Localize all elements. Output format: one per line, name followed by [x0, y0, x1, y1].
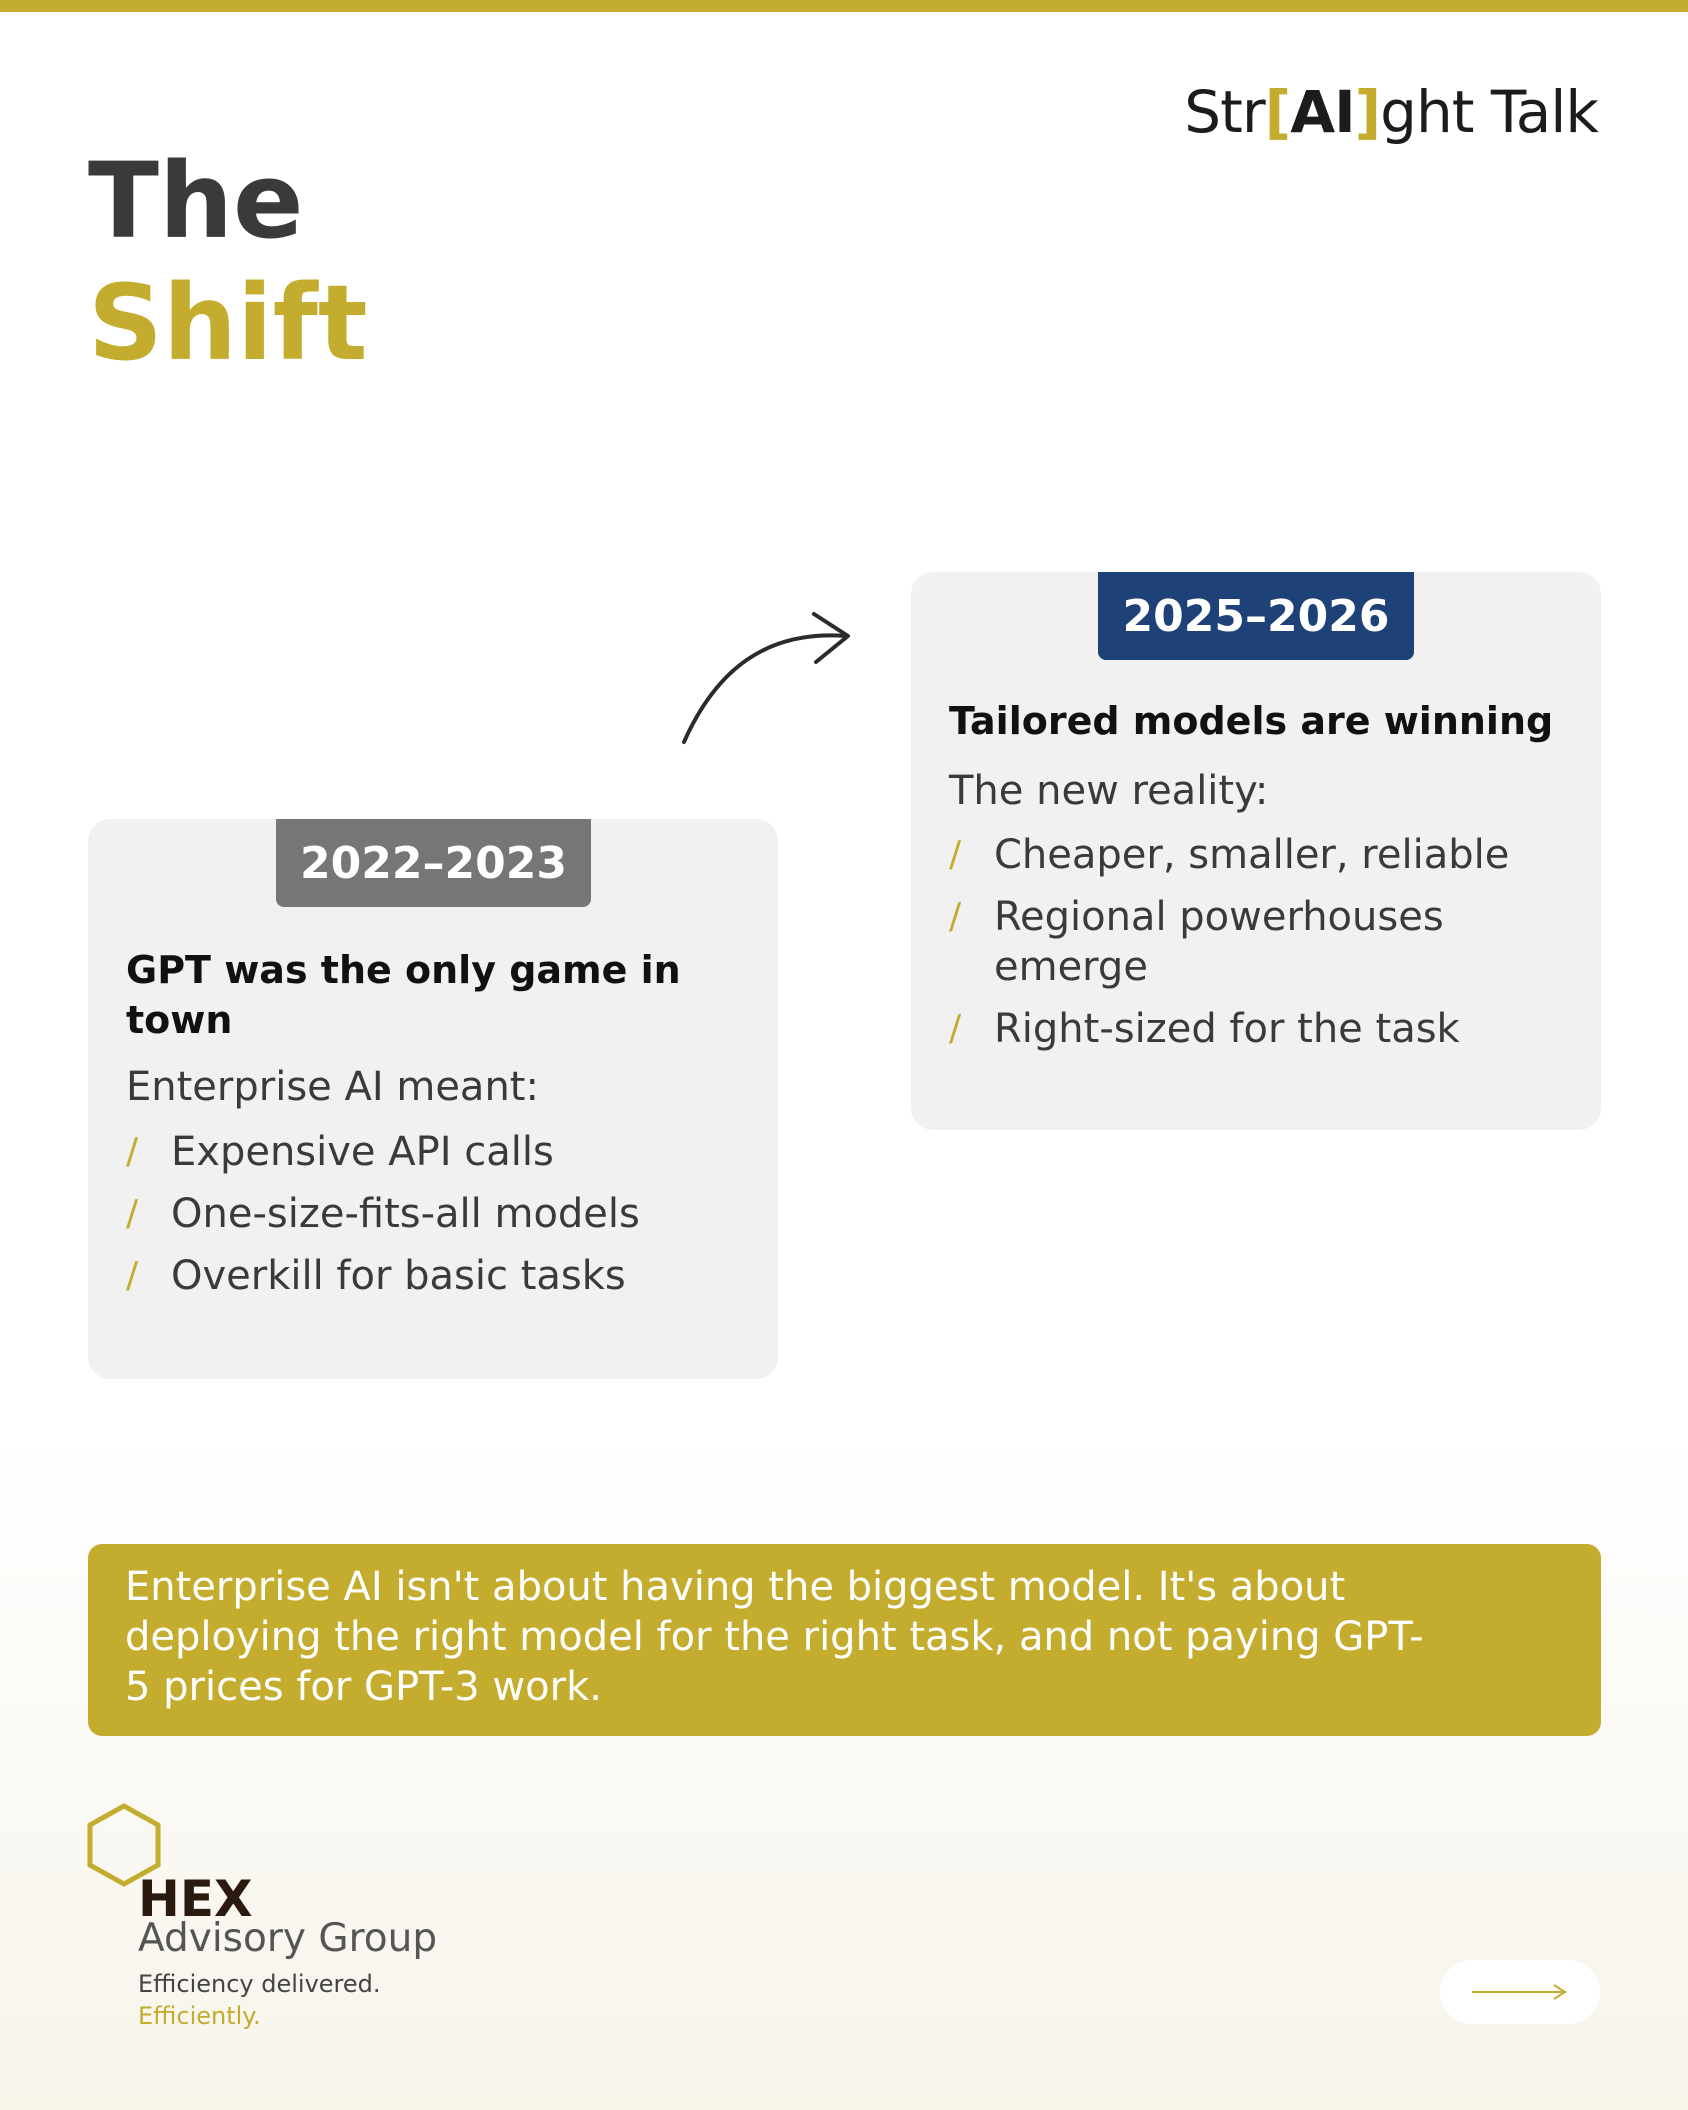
- arrow-right-icon: [1470, 1982, 1570, 2002]
- period-badge-new: 2025–2026: [1098, 572, 1414, 660]
- card-new-intro: The new reality:: [949, 768, 1269, 814]
- tagline-line-1: Efficiency delivered.: [138, 1970, 381, 1998]
- card-new-heading: Tailored models are winning: [949, 699, 1554, 743]
- slash-bullet-icon: /: [949, 834, 962, 875]
- key-takeaway-banner: [88, 1544, 1601, 1736]
- logo-subtitle: Advisory Group: [138, 1916, 438, 1961]
- slash-bullet-icon: /: [126, 1193, 139, 1234]
- card-2022-2023: [88, 819, 778, 1379]
- slash-bullet-icon: /: [126, 1131, 139, 1172]
- card-old-list: [126, 1127, 746, 1313]
- list-item: / Right-sized for the task: [949, 1006, 1460, 1052]
- logo-name: HEX: [138, 1870, 253, 1928]
- slash-bullet-icon: /: [126, 1255, 139, 1296]
- list-item: / One-size-fits-all models: [126, 1191, 640, 1237]
- page-title: [88, 140, 368, 384]
- top-accent-bar: [0, 0, 1688, 12]
- banner-text: Enterprise AI isn't about having the biggest model. It's about deploying the right model for the right task, and not paying GPT-5 prices for GPT-3 work.: [125, 1564, 1424, 1710]
- title-line-2: Shift: [88, 262, 368, 384]
- list-item: / Expensive API calls: [126, 1129, 554, 1175]
- period-badge-old: 2022–2023: [276, 819, 591, 907]
- brand-wordmark: Str[AI]ght Talk: [1184, 78, 1598, 146]
- card-new-list: [949, 830, 1569, 1066]
- card-2025-2026: [911, 572, 1601, 1130]
- slash-bullet-icon: /: [949, 896, 962, 937]
- list-item: / Overkill for basic tasks: [126, 1253, 626, 1299]
- slash-bullet-icon: /: [949, 1008, 962, 1049]
- list-item: / Regional powerhouses emerge: [949, 894, 1444, 990]
- card-old-intro: Enterprise AI meant:: [126, 1064, 539, 1110]
- tagline-line-2: Efficiently.: [138, 2002, 261, 2030]
- next-slide-button[interactable]: [1440, 1960, 1600, 2024]
- list-item: / Cheaper, smaller, reliable: [949, 832, 1510, 878]
- title-line-1: The: [88, 140, 304, 262]
- card-old-heading: GPT was the only game in town: [126, 948, 681, 1042]
- curved-arrow-icon: [676, 610, 866, 750]
